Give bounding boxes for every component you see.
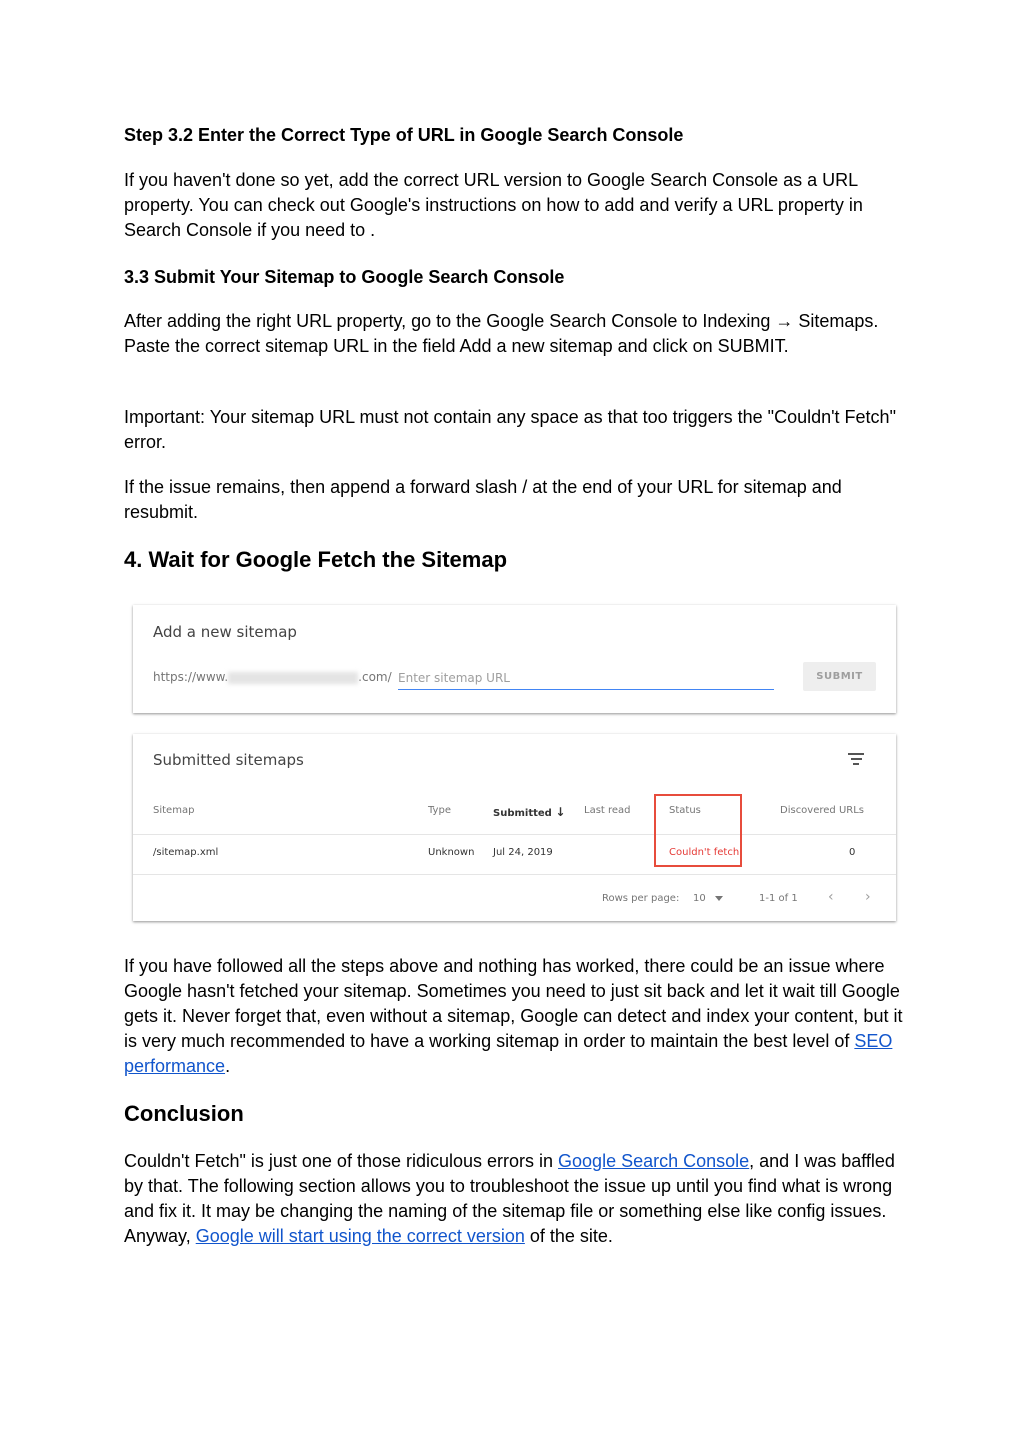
section-4-paragraph: [124, 954, 904, 1079]
sitemap-url-input[interactable]: [398, 667, 774, 690]
url-prefix-end: .com/: [358, 670, 392, 684]
col-last-read-header[interactable]: Last read: [584, 805, 631, 816]
status-highlight-box: [654, 794, 742, 867]
step-3-2-heading: Step 3.2 Enter the Correct Type of URL in Google Search Console: [124, 125, 684, 145]
section-4-text: If you have followed all the steps above and nothing has worked, there could be an issue where Google hasn't fetched your sitemap. Sometimes you need to just sit back and let it wait till Google gets it. Never forget that, even without a sitemap, Google can detect and index your content, but it is very much recommended to have a working sitemap in order to maintain the best level of: [124, 956, 903, 1051]
row-status: Couldn't fetch: [669, 847, 740, 858]
conclusion-text-start: Couldn't Fetch" is just one of those ridiculous errors in: [124, 1151, 559, 1171]
conclusion-paragraph: [124, 1149, 904, 1249]
submitted-sitemaps-title: Submitted sitemaps: [153, 751, 304, 769]
conclusion-text-middle: , and I was baffled by that. The following section allows you to troubleshoot the issue up until you find what is wrong and fix it. It may be changing the naming of the sitemap file or something else like config issues. Anyway,: [124, 1151, 895, 1246]
pagination-range: 1-1 of 1: [759, 893, 798, 904]
row-type: Unknown: [428, 847, 475, 858]
conclusion-text-end: of the site.: [524, 1226, 613, 1246]
seo-performance-link[interactable]: SEO performance: [124, 1031, 893, 1076]
add-sitemap-title: Add a new sitemap: [153, 623, 297, 641]
submitted-sitemaps-card: [133, 734, 896, 921]
step-3-2-paragraph: If you haven't done so yet, add the correct URL version to Google Search Console as a URL property. You can check out Google's instructions on how to add and verify a URL property in Search Console if you need to .: [124, 170, 863, 240]
dropdown-caret-icon: [715, 896, 723, 901]
row-submitted: Jul 24, 2019: [493, 847, 553, 858]
rows-per-page-select[interactable]: [693, 893, 723, 904]
google-search-console-link[interactable]: Google Search Console: [558, 1151, 750, 1171]
rows-per-page-label: Rows per page:: [602, 893, 680, 904]
rows-per-page-value: 10: [693, 893, 706, 904]
row-divider: [133, 874, 896, 875]
row-discovered: 0: [849, 847, 856, 858]
col-discovered-header[interactable]: Discovered URLs: [780, 805, 864, 816]
property-url-prefix: [153, 670, 392, 684]
filter-icon[interactable]: [848, 753, 864, 767]
redacted-domain: [228, 672, 358, 684]
arrow-down-icon: ↓: [555, 805, 566, 819]
add-sitemap-card: [133, 605, 896, 713]
col-submitted-label: Submitted: [493, 808, 552, 819]
section-4-text-end: .: [225, 1056, 231, 1076]
step-3-3-heading: 3.3 Submit Your Sitemap to Google Search Console: [124, 267, 565, 287]
chevron-right-icon[interactable]: ›: [865, 889, 871, 905]
section-4-heading: 4. Wait for Google Fetch the Sitemap: [124, 547, 508, 572]
step-3-3-paragraph-2: Important: Your sitemap URL must not contain any space as that too triggers the "Couldn't Fetch" error.: [124, 407, 896, 452]
col-status-header[interactable]: Status: [669, 805, 701, 816]
step-3-3-paragraph-1: After adding the right URL property, go to the Google Search Console to Indexing → Sitemaps. Paste the correct sitemap URL in the field Add a new sitemap and click on SUBMIT.: [124, 311, 879, 356]
url-prefix-start: https://www.: [153, 670, 229, 684]
step-3-3-paragraph-3: If the issue remains, then append a forward slash / at the end of your URL for sitemap and resubmit.: [124, 477, 842, 522]
header-divider: [133, 834, 896, 835]
conclusion-heading: Conclusion: [124, 1101, 244, 1126]
col-type-header[interactable]: Type: [428, 805, 451, 816]
chevron-left-icon[interactable]: ‹: [828, 889, 834, 905]
col-sitemap-header[interactable]: Sitemap: [153, 805, 195, 816]
submit-button[interactable]: SUBMIT: [803, 662, 876, 691]
correct-version-link[interactable]: Google will start using the correct version: [195, 1226, 525, 1246]
row-sitemap[interactable]: /sitemap.xml: [153, 847, 219, 858]
col-submitted-header[interactable]: [493, 805, 565, 819]
gsc-sitemaps-screenshot: [124, 596, 904, 930]
